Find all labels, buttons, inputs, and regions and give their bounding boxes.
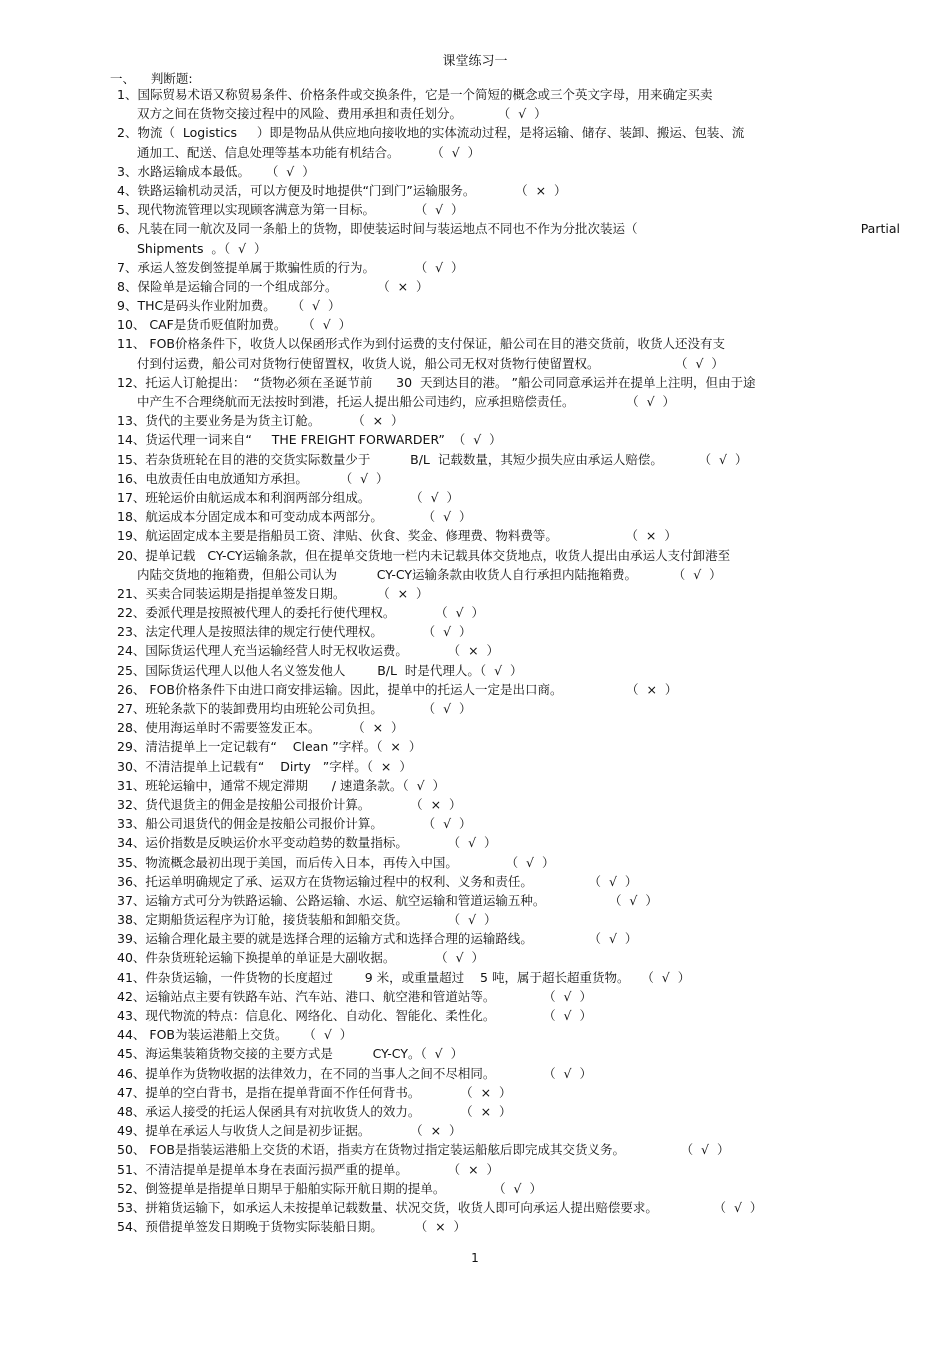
question-text: 13、货代的主要业务是为货主订舱。 （ × ） — [117, 413, 404, 429]
question-text: 28、使用海运单时不需要签发正本。 （ × ） — [117, 720, 404, 736]
question-item — [117, 833, 807, 852]
question-item — [117, 546, 807, 584]
question-text: 19、航运固定成本主要是指船员工资、津贴、伙食、奖金、修理费、物料费等。 （ × ） — [117, 528, 677, 544]
question-item — [117, 85, 807, 123]
question-text: 2、物流（ Logistics ）即是物品从供应地向接收地的实体流动过程，是将运输、储存、装卸、搬运、包装、流 — [117, 125, 745, 141]
question-item — [117, 315, 807, 334]
question-text-right: Partial — [860, 221, 900, 237]
question-item — [117, 814, 807, 833]
question-text: 38、定期船货运程序为订舱，接货装船和卸船交货。 （ √ ） — [117, 912, 497, 928]
question-text: 17、班轮运价由航运成本和利润两部分组成。 （ √ ） — [117, 489, 459, 505]
question-text-continued: Shipments 。（ √ ） — [137, 240, 267, 256]
question-item — [117, 1160, 807, 1179]
question-item — [117, 622, 807, 641]
question-text: 45、海运集装箱货物交接的主要方式是 CY-CY。（ √ ） — [117, 1046, 464, 1062]
question-text: 35、物流概念最初出现于美国，而后传入日本，再传入中国。 （ √ ） — [117, 854, 555, 870]
question-item — [117, 334, 807, 372]
question-text: 42、运输站点主要有铁路车站、汽车站、港口、航空港和管道站等。 （ √ ） — [117, 988, 592, 1004]
question-item — [117, 526, 807, 545]
question-text: 52、倒签提单是指提单日期早于船舶实际开航日期的提单。 （ √ ） — [117, 1180, 542, 1196]
question-item — [117, 795, 807, 814]
question-text: 30、不清洁提单上记载有“ Dirty ”字样。（ × ） — [117, 758, 412, 774]
question-text: 40、件杂货班轮运输下换提单的单证是大副收据。 （ √ ） — [117, 950, 484, 966]
question-text-continued: 双方之间在货物交接过程中的风险、费用承担和责任划分。 （ √ ） — [137, 106, 547, 122]
question-item — [117, 987, 807, 1006]
question-item — [117, 1064, 807, 1083]
question-item — [117, 507, 807, 526]
question-text: 4、铁路运输机动灵活，可以方便及时地提供“门到门”运输服务。 （ × ） — [117, 182, 567, 198]
section-heading: 一、 判断题: — [110, 71, 193, 86]
question-text-continued: 通加工、配送、信息处理等基本功能有机结合。 （ √ ） — [137, 144, 481, 160]
question-text: 21、买卖合同装运期是指提单签发日期。 （ × ） — [117, 585, 429, 601]
question-item — [117, 200, 807, 219]
question-item — [117, 641, 807, 660]
question-text: 34、运价指数是反映运价水平变动趋势的数量指标。 （ √ ） — [117, 835, 497, 851]
question-item — [117, 1083, 807, 1102]
question-item — [117, 910, 807, 929]
question-text: 39、运输合理化最主要的就是选择合理的运输方式和选择合理的运输路线。 （ √ ） — [117, 931, 638, 947]
question-item — [117, 929, 807, 948]
question-text: 9、THC是码头作业附加费。 （ √ ） — [117, 298, 341, 314]
question-text: 37、运输方式可分为铁路运输、公路运输、水运、航空运输和管道运输五种。 （ √ ） — [117, 892, 658, 908]
question-item — [117, 488, 807, 507]
question-text: 22、委派代理是按照被代理人的委托行使代理权。 （ √ ） — [117, 605, 484, 621]
question-text: 43、现代物流的特点：信息化、网络化、自动化、智能化、柔性化。 （ √ ） — [117, 1008, 592, 1023]
question-item — [117, 584, 807, 603]
question-item — [117, 948, 807, 967]
question-text: 44、 FOB为装运港船上交货。 （ √ ） — [117, 1027, 353, 1043]
question-text: 32、货代退货主的佣金是按船公司报价计算。 （ × ） — [117, 796, 462, 812]
question-text: 48、承运人接受的托运人保函具有对抗收货人的效力。 （ × ） — [117, 1103, 512, 1119]
question-text: 49、提单在承运人与收货人之间是初步证据。 （ × ） — [117, 1123, 462, 1139]
question-text: 25、国际货运代理人以他人名义签发他人 B/L 时是代理人。（ √ ） — [117, 662, 523, 678]
question-text: 54、预借提单签发日期晚于货物实际装船日期。 （ × ） — [117, 1219, 467, 1235]
question-item — [117, 181, 807, 200]
question-item — [117, 968, 807, 987]
question-item — [117, 258, 807, 277]
question-item — [117, 891, 807, 910]
question-text: 33、船公司退货代的佣金是按船公司报价计算。 （ √ ） — [117, 816, 472, 832]
question-item — [117, 1025, 807, 1044]
question-item — [117, 1006, 807, 1025]
question-item — [117, 469, 807, 488]
question-text: 14、货运代理一词来自“ THE FREIGHT FORWARDER” （ √ ） — [117, 432, 502, 448]
question-text: 12、托运人订舱提出： “货物必须在圣诞节前 30 天到达目的港。 ”船公司同意承运并在提单上注明，但由于途 — [117, 374, 756, 390]
question-text: 29、清洁提单上一定记载有“ Clean ”字样。（ × ） — [117, 739, 422, 755]
question-list — [117, 85, 900, 1236]
question-item — [117, 699, 807, 718]
question-item — [117, 296, 807, 315]
question-item — [117, 162, 807, 181]
question-item — [117, 1121, 807, 1140]
question-item — [117, 1198, 807, 1217]
question-text: 20、提单记载 CY-CY运输条款，但在提单交货地一栏内未记载具体交货地点，收货人提出由承运人支付卸港至 — [117, 547, 731, 563]
question-text: 27、班轮条款下的装卸费用均由班轮公司负担。 （ √ ） — [117, 701, 472, 716]
question-text: 11、 FOB价格条件下，收货人以保函形式作为到付运费的支付保证，船公司在目的港交货前，收货人还没有支 — [117, 336, 725, 352]
question-item — [117, 1044, 807, 1063]
question-item — [117, 277, 807, 296]
question-text: 46、提单作为货物收据的法律效力，在不同的当事人之间不尽相同。 （ √ ） — [117, 1065, 592, 1081]
question-item — [117, 430, 807, 449]
question-item — [117, 1140, 807, 1159]
question-item — [117, 680, 807, 699]
question-text: 18、航运成本分固定成本和可变动成本两部分。 （ √ ） — [117, 509, 472, 525]
question-text-continued: 内陆交货地的拖箱费，但船公司认为 CY-CY运输条款由收货人自行承担内陆拖箱费。 （ √ ） — [137, 566, 722, 582]
question-text: 10、 CAF是货币贬值附加费。 （ √ ） — [117, 317, 352, 333]
question-text: 15、若杂货班轮在目的港的交货实际数量少于 B/L 记载数量，其短少损失应由承运人赔偿。 （ √ ） — [117, 451, 748, 467]
question-item — [117, 603, 807, 622]
question-text: 7、承运人签发倒签提单属于欺骗性质的行为。 （ √ ） — [117, 259, 464, 275]
page-number: 1 — [471, 1251, 479, 1265]
question-text: 31、班轮运输中，通常不规定滞期 / 速遣条款。（ √ ） — [117, 777, 446, 793]
question-text — [117, 219, 900, 238]
question-item — [117, 872, 807, 891]
question-item — [117, 373, 807, 411]
question-text-continued: 中产生不合理绕航而无法按时到港，托运人提出船公司违约，应承担赔偿责任。 （ √ ） — [137, 394, 676, 409]
question-text: 24、国际货运代理人充当运输经营人时无权收运费。 （ × ） — [117, 643, 500, 659]
question-item — [117, 1179, 807, 1198]
question-text: 26、 FOB价格条件下由进口商安排运输。因此，提单中的托运人一定是出口商。 （ × ） — [117, 681, 678, 697]
question-item — [117, 1217, 807, 1236]
question-text: 50、 FOB是指装运港船上交货的术语，指卖方在货物过指定装运船舷后即完成其交货义务。 （ √ ） — [117, 1142, 730, 1158]
question-text: 3、水路运输成本最低。 （ √ ） — [117, 163, 315, 179]
page-title: 课堂练习一 — [442, 54, 508, 69]
question-item — [117, 411, 807, 430]
question-text: 51、不清洁提单是提单本身在表面污损严重的提单。 （ × ） — [117, 1161, 500, 1177]
question-text: 8、保险单是运输合同的一个组成部分。 （ × ） — [117, 278, 429, 294]
question-text-main: 6、凡装在同一航次及同一条船上的货物，即使装运时间与装运地点不同也不作为分批次装运（ — [117, 221, 638, 237]
question-text: 5、现代物流管理以实现顾客满意为第一目标。 （ √ ） — [117, 202, 464, 218]
question-item — [117, 123, 807, 161]
question-item — [117, 450, 807, 469]
question-text: 53、拼箱货运输下，如承运人未按提单记载数量、状况交货，收货人即可向承运人提出赔偿要求。 （ √ ） — [117, 1199, 763, 1215]
question-item — [117, 776, 807, 795]
question-item — [117, 757, 807, 776]
question-text: 41、件杂货运输，一件货物的长度超过 9 米，或重量超过 5 吨，属于超长超重货物。 （ √ ） — [117, 969, 691, 985]
question-text: 47、提单的空白背书，是指在提单背面不作任何背书。 （ × ） — [117, 1084, 512, 1100]
question-text: 16、电放责任由电放通知方承担。 （ √ ） — [117, 470, 389, 486]
question-item — [117, 661, 807, 680]
question-item — [117, 737, 807, 756]
question-item — [117, 1102, 807, 1121]
question-text: 36、托运单明确规定了承、运双方在货物运输过程中的权利、义务和责任。 （ √ ） — [117, 873, 638, 889]
question-text: 1、国际贸易术语又称贸易条件、价格条件或交换条件，它是一个简短的概念或三个英文字母，用来确定买卖 — [117, 87, 713, 102]
question-text-continued: 付到付运费，船公司对货物行使留置权，收货人说，船公司无权对货物行使留置权。 （ √ ） — [137, 355, 724, 371]
question-item — [117, 853, 807, 872]
question-item — [117, 718, 807, 737]
question-item — [117, 219, 900, 257]
question-text: 23、法定代理人是按照法律的规定行使代理权。 （ √ ） — [117, 624, 472, 640]
